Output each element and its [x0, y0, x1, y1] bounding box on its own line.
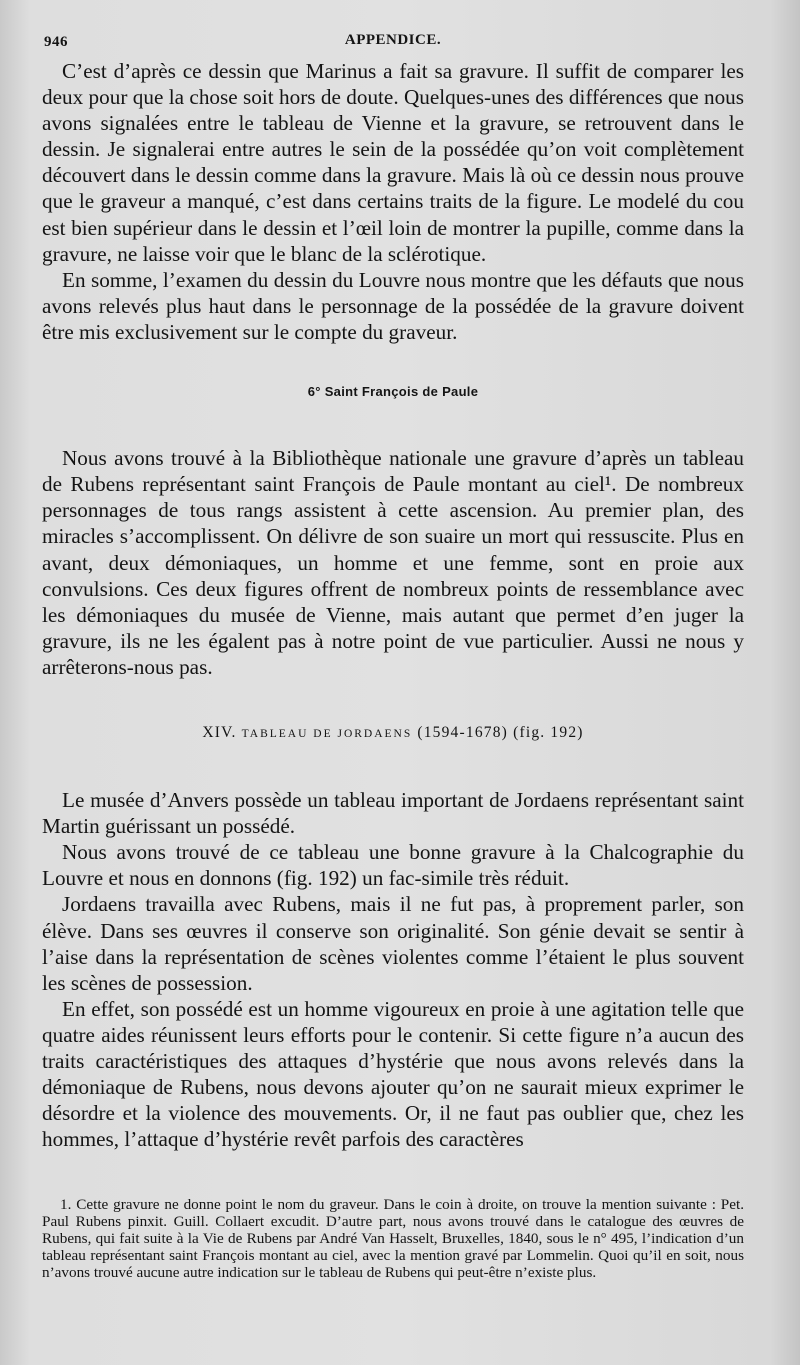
- subsection-heading: 6° Saint François de Paule: [307, 384, 479, 400]
- paragraph: Jordaens travailla avec Rubens, mais il ne fut pas, à proprement parler, son élève. Dans ses œuvres il conserve son originalité. Son génie devait se sentir à l’aise dans la représentation de scènes violentes comme l’étaient le plus souvent les scènes de possession.: [42, 892, 744, 995]
- footnote: 1. Cette gravure ne donne point le nom du graveur. Dans le coin à droite, on trouve la mention suivante : Pet. Paul Rubens pinxit. Guill. Collaert excudit. D’autre part, nous avons trouvé dans le catalogue des œuvres de Rubens, qui fait suite à la Vie de Rubens par André Van Hasselt, Bruxelles, 1840, sous le n° 495, l’indication d’un tableau représentant saint François montant au ciel, avec la mention gravé par Lommelin. Quoi qu’il en soit, nous n’avons trouvé aucune autre indication sur le tableau de Rubens qui peut-être n’existe plus.: [42, 1196, 744, 1282]
- paragraph: Nous avons trouvé à la Bibliothèque nationale une gravure d’après un tableau de Rubens représentant saint François de Paule montant au ciel¹. De nombreux personnages de tous rangs assistent à cette ascension. Au premier plan, des miracles s’accomplissent. On délivre de son suaire un mort qui ressuscite. Plus en avant, deux démoniaques, un homme et une femme, sont en proie aux convulsions. Ces deux figures offrent de nombreux points de ressemblance avec les démoniaques du musée de Vienne, mais autant que permet d’en juger la gravure, ils ne les égalent pas à notre point de vue particulier. Aussi ne nous y arrêterons-nous pas.: [42, 446, 744, 679]
- paragraph: C’est d’après ce dessin que Marinus a fait sa gravure. Il suffit de comparer les deux pour que la chose soit hors de doute. Quelques-unes des différences que nous avons signalées entre le tableau de Vienne et la gravure, se retrouvent dans le dessin. Je signalerai entre autres le sein de la possédée qu’on voit complètement découvert dans le dessin comme dans la gravure. Mais là où ce dessin nous prouve que le graveur a manqué, c’est dans certains traits de la figure. Le modelé du cou est bien supérieur dans le dessin et l’œil loin de montrer la pupille, comme dans la gravure, ne laisse voir que le blanc de la sclérotique.: [42, 59, 744, 266]
- section-title: TABLEAU DE JORDAENS: [241, 727, 413, 740]
- paragraph: En effet, son possédé est un homme vigoureux en proie à une agitation telle que quatre aides réunissent leurs efforts pour le contenir. Si cette figure n’a aucun des traits caractéristiques des attaques d’hystérie que nous avons relevés dans la démoniaque de Rubens, nous devons ajouter qu’on ne saurait mieux exprimer le désordre et la violence des mouvements. Or, il ne faut pas oublier que, chez les hommes, l’attaque d’hystérie revêt parfois des caractères: [42, 996, 744, 1152]
- running-title: APPENDICE.: [344, 32, 442, 48]
- paragraph: En somme, l’examen du dessin du Louvre nous montre que les défauts que nous avons relevés plus haut dans le personnage de la possédée de la gravure doivent être mis exclusivement sur le compte du graveur.: [42, 267, 744, 344]
- section-dates: (1594-1678) (fig. 192): [417, 723, 584, 741]
- main-text: [42, 58, 744, 1152]
- page-number: 946: [44, 34, 68, 50]
- footnotes: [42, 1196, 744, 1281]
- paragraph: Le musée d’Anvers possède un tableau important de Jordaens représentant saint Martin guérissant un possédé.: [42, 788, 744, 839]
- section-number: XIV.: [202, 723, 237, 741]
- running-head: [42, 30, 744, 58]
- paragraph: Nous avons trouvé de ce tableau une bonne gravure à la Chalcographie du Louvre et nous en donnons (fig. 192) un fac-simile très réduit.: [42, 840, 744, 891]
- section-heading: [42, 720, 744, 747]
